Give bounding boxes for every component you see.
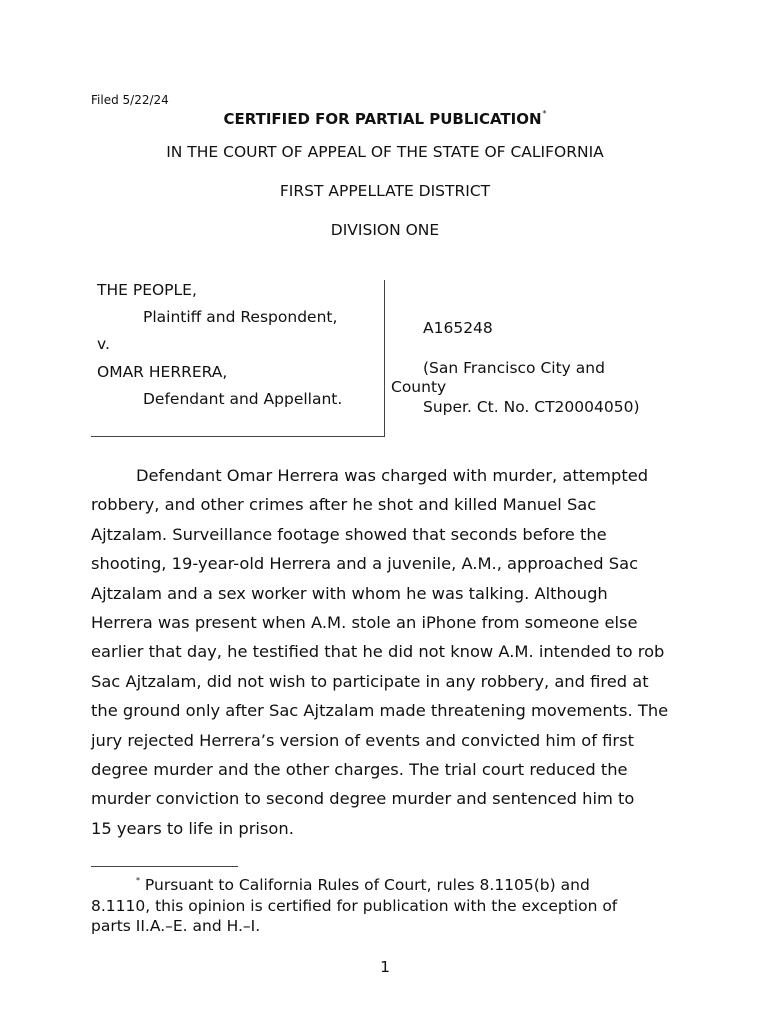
caption-defendant: OMAR HERRERA, [97,363,228,381]
body-line: Ajtzalam and a sex worker with whom he was talking. Although [91,583,608,603]
body-line: Defendant Omar Herrera was charged with murder, attempted [136,466,649,485]
court-name: IN THE COURT OF APPEAL OF THE STATE OF CALIFORNIA [166,143,604,161]
body-line: jury rejected Herrera’s version of events and convicted him of first [91,730,634,750]
trial-court-line2: County [391,378,447,396]
footnote-mark: * [136,876,140,885]
caption-people: THE PEOPLE, [97,281,197,299]
case-number: A165248 [423,319,493,337]
footnote-divider [91,866,238,867]
footnote-line: 8.1110, this opinion is certified for publication with the exception of [91,896,618,915]
certified-heading [0,109,770,128]
footnote-marker: * [542,109,547,118]
trial-court-line1: (San Francisco City and [423,359,605,377]
body-line: degree murder and the other charges. The trial court reduced the [91,760,628,780]
body-line: 15 years to life in prison. [91,818,294,838]
district-name: FIRST APPELLATE DISTRICT [279,182,491,200]
caption-defendant-role: Defendant and Appellant. [143,390,343,408]
footnote-line: parts II.A.–E. and H.–I. [91,917,261,935]
body-line: Herrera was present when A.M. stole an iPhone from someone else [91,613,638,633]
body-line: robbery, and other crimes after he shot and killed Manuel Sac [91,495,597,515]
filed-date: Filed 5/22/24 [91,93,169,107]
body-line: earlier that day, he testified that he did not know A.M. intended to rob [91,642,665,662]
caption-vertical-divider [384,280,385,437]
caption-plaintiff-role: Plaintiff and Respondent, [143,308,338,326]
footnote [91,871,691,937]
body-line: shooting, 19-year-old Herrera and a juvenile, A.M., approached Sac [91,554,639,574]
opinion-body [91,461,691,843]
page-number: 1 [380,958,390,976]
footnote-text: Pursuant to California Rules of Court, rules 8.1105(b) and [140,876,590,894]
caption-versus: v. [97,335,110,353]
body-line: Sac Ajtzalam, did not wish to participate in any robbery, and fired at [91,671,649,691]
caption-horizontal-divider [91,436,385,437]
division-name: DIVISION ONE [330,221,440,239]
certified-text: CERTIFIED FOR PARTIAL PUBLICATION [223,110,542,128]
body-line: the ground only after Sac Ajtzalam made threatening movements. The [91,701,669,721]
trial-court-line3: Super. Ct. No. CT20004050) [423,398,640,416]
body-line: murder conviction to second degree murder and sentenced him to [91,789,635,809]
footnote-line [91,871,691,896]
body-line: Ajtzalam. Surveillance footage showed that seconds before the [91,524,607,544]
